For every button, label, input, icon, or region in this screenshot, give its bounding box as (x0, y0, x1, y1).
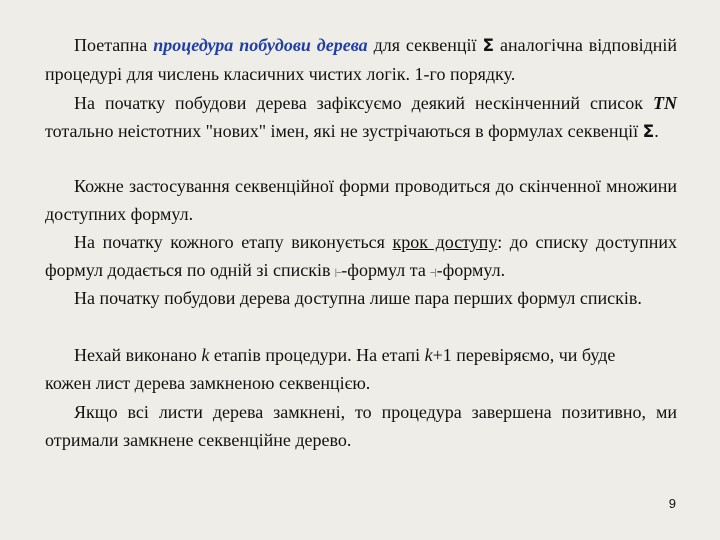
variable-k: k (424, 345, 433, 365)
turnstile-right-mark: –| (430, 267, 437, 277)
paragraph-procedure-intro (45, 31, 677, 88)
variable-k: k (201, 345, 210, 365)
paragraph-procedure-complete: Якщо всі листи дерева замкнені, то процедура завершена позитивно, ми отримали замкнене секвенційне дерево. (45, 402, 677, 450)
text-run: аналогічна відповідній процедурі для числень класичних чистих логік. 1-го порядку. (45, 35, 677, 84)
access-step-term: крок доступу (392, 232, 498, 252)
text-run: : до списку доступних формул додається по одній зі списків (45, 232, 677, 280)
sigma-symbol: Σ (642, 122, 655, 142)
text-run: На початку кожного етапу виконується (74, 232, 393, 252)
text-run: Поетапна (74, 35, 154, 55)
text-run: тотально неістотних "нових" імен, які не зустрічаються в формулах секвенції (45, 121, 643, 141)
paragraph-new-names-list (45, 89, 677, 146)
paragraph-sequent-form-application: Кожне застосування секвенційної форми проводиться до скінченної множини доступних формул. (45, 176, 677, 224)
page-number: 9 (668, 496, 676, 511)
text-run: -формул. (436, 260, 506, 280)
text-run: -формул та (341, 260, 431, 280)
tn-symbol: TN (653, 93, 677, 113)
sigma-symbol: Σ (482, 36, 495, 56)
text-run: Нехай виконано (74, 345, 202, 365)
paragraph-access-step (45, 228, 677, 286)
text-run: етапів процедури. На етапі (209, 345, 425, 365)
paragraph-initial-pair: На початку побудови дерева доступна лише пара перших формул списків. (74, 288, 642, 308)
text-run: +1 перевіряємо, чи буде кожен лист дерева замкненою секвенцією. (45, 345, 616, 393)
text-run: На початку побудови дерева зафіксуємо деякий нескінченний список (74, 93, 653, 113)
text-run: . (654, 121, 659, 141)
emphasis-procedure-term: процедура побудови дерева (153, 35, 368, 55)
text-run: для секвенції (367, 35, 483, 55)
paragraph-k-stages (45, 341, 655, 397)
turnstile-left-mark: |– (334, 267, 342, 277)
